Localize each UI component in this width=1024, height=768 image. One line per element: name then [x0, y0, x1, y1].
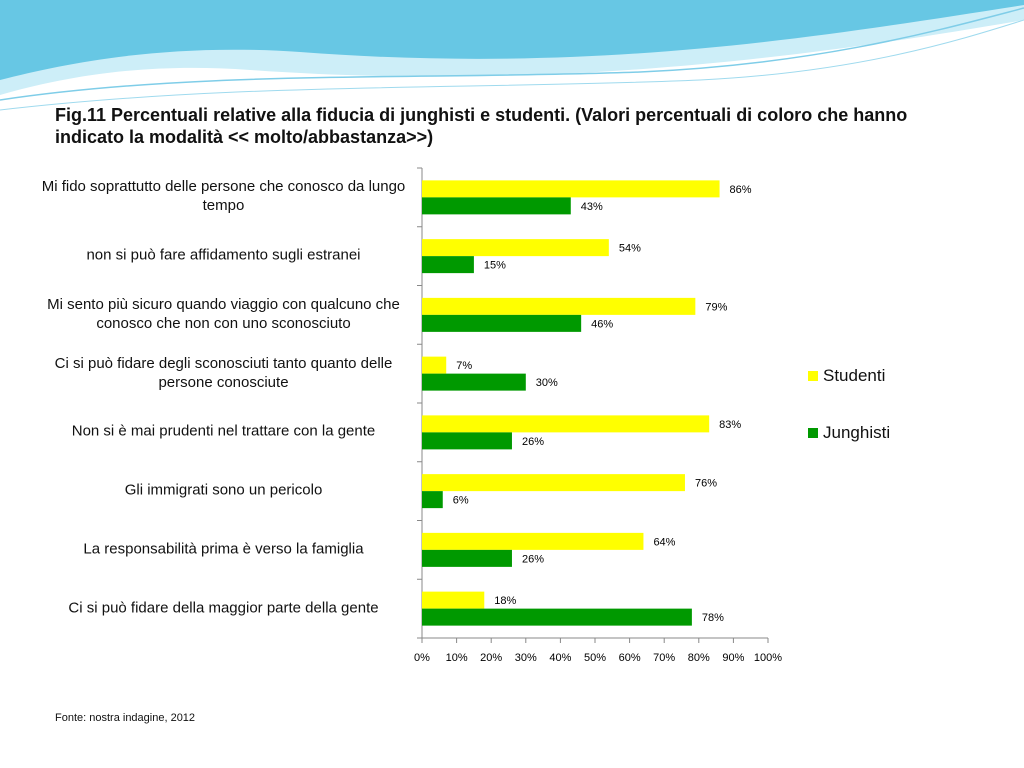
- legend-label-studenti: Studenti: [823, 366, 886, 385]
- category-label: Ci si può fidare della maggior parte della gente: [68, 599, 379, 617]
- data-label-studenti: 18%: [494, 595, 517, 608]
- x-tick-label: 50%: [583, 652, 607, 664]
- bar-studenti: [422, 474, 685, 491]
- x-tick-label: 100%: [753, 652, 783, 664]
- chart-legend: [808, 366, 890, 480]
- legend-item-studenti: [808, 366, 890, 386]
- data-label-junghisti: 6%: [452, 494, 469, 507]
- category-label: Mi fido soprattutto delle persone che conosco da lungo tempo: [41, 178, 406, 215]
- category-label: Ci si può fidare degli sconosciuti tanto quanto delle persone conosciute: [54, 354, 393, 391]
- bar-studenti: [422, 239, 609, 256]
- data-label-junghisti: 43%: [580, 200, 603, 213]
- x-tick-label: 70%: [653, 652, 676, 664]
- data-label-studenti: 64%: [653, 536, 676, 549]
- x-tick-label: 60%: [618, 652, 641, 664]
- data-label-junghisti: 30%: [535, 377, 558, 390]
- bar-studenti: [422, 357, 446, 374]
- x-tick-label: 40%: [549, 652, 572, 664]
- legend-swatch-studenti: [808, 371, 818, 381]
- bar-junghisti: [422, 256, 474, 273]
- category-label: non si può fare affidamento sugli estranei: [86, 246, 361, 264]
- bar-junghisti: [422, 315, 581, 332]
- x-tick-label: 0%: [414, 652, 430, 664]
- legend-label-junghisti: Junghisti: [823, 423, 891, 442]
- data-label-studenti: 86%: [729, 183, 752, 196]
- x-tick-label: 20%: [480, 652, 503, 664]
- bar-studenti: [422, 180, 720, 197]
- data-label-junghisti: 26%: [521, 553, 544, 566]
- data-label-junghisti: 46%: [591, 318, 614, 331]
- category-label: Non si è mai prudenti nel trattare con la gente: [71, 422, 376, 440]
- x-tick-label: 90%: [722, 652, 745, 664]
- bar-junghisti: [422, 609, 692, 626]
- category-label: La responsabilità prima è verso la famiglia: [83, 540, 364, 558]
- bar-studenti: [422, 298, 695, 315]
- bar-junghisti: [422, 432, 512, 449]
- data-label-studenti: 76%: [694, 477, 717, 490]
- x-tick-label: 80%: [687, 652, 710, 664]
- slide-title: Fig.11 Percentuali relative alla fiducia di junghisti e studenti. (Valori percentuali di coloro che hanno indicato la modalità << molto/abbastanza>>): [55, 105, 908, 147]
- x-tick-label: 10%: [445, 652, 468, 664]
- legend-swatch-junghisti: [808, 428, 818, 438]
- source-note: Fonte: nostra indagine, 2012: [55, 712, 196, 724]
- data-label-studenti: 7%: [456, 360, 473, 373]
- bar-junghisti: [422, 374, 526, 391]
- bar-junghisti: [422, 197, 571, 214]
- data-label-junghisti: 78%: [701, 612, 724, 625]
- bar-studenti: [422, 533, 643, 550]
- data-label-studenti: 79%: [705, 301, 728, 314]
- bar-studenti: [422, 415, 709, 432]
- data-label-studenti: 83%: [719, 418, 742, 431]
- legend-item-junghisti: [808, 423, 890, 443]
- category-label: Mi sento più sicuro quando viaggio con qualcuno che conosco che non con uno sconosciuto: [47, 295, 400, 332]
- data-label-junghisti: 15%: [483, 259, 506, 272]
- data-label-studenti: 54%: [618, 242, 641, 255]
- category-label: Gli immigrati sono un pericolo: [124, 481, 323, 499]
- data-label-junghisti: 26%: [521, 435, 544, 448]
- bar-junghisti: [422, 491, 443, 508]
- bar-studenti: [422, 592, 484, 609]
- x-tick-label: 30%: [514, 652, 537, 664]
- bar-junghisti: [422, 550, 512, 567]
